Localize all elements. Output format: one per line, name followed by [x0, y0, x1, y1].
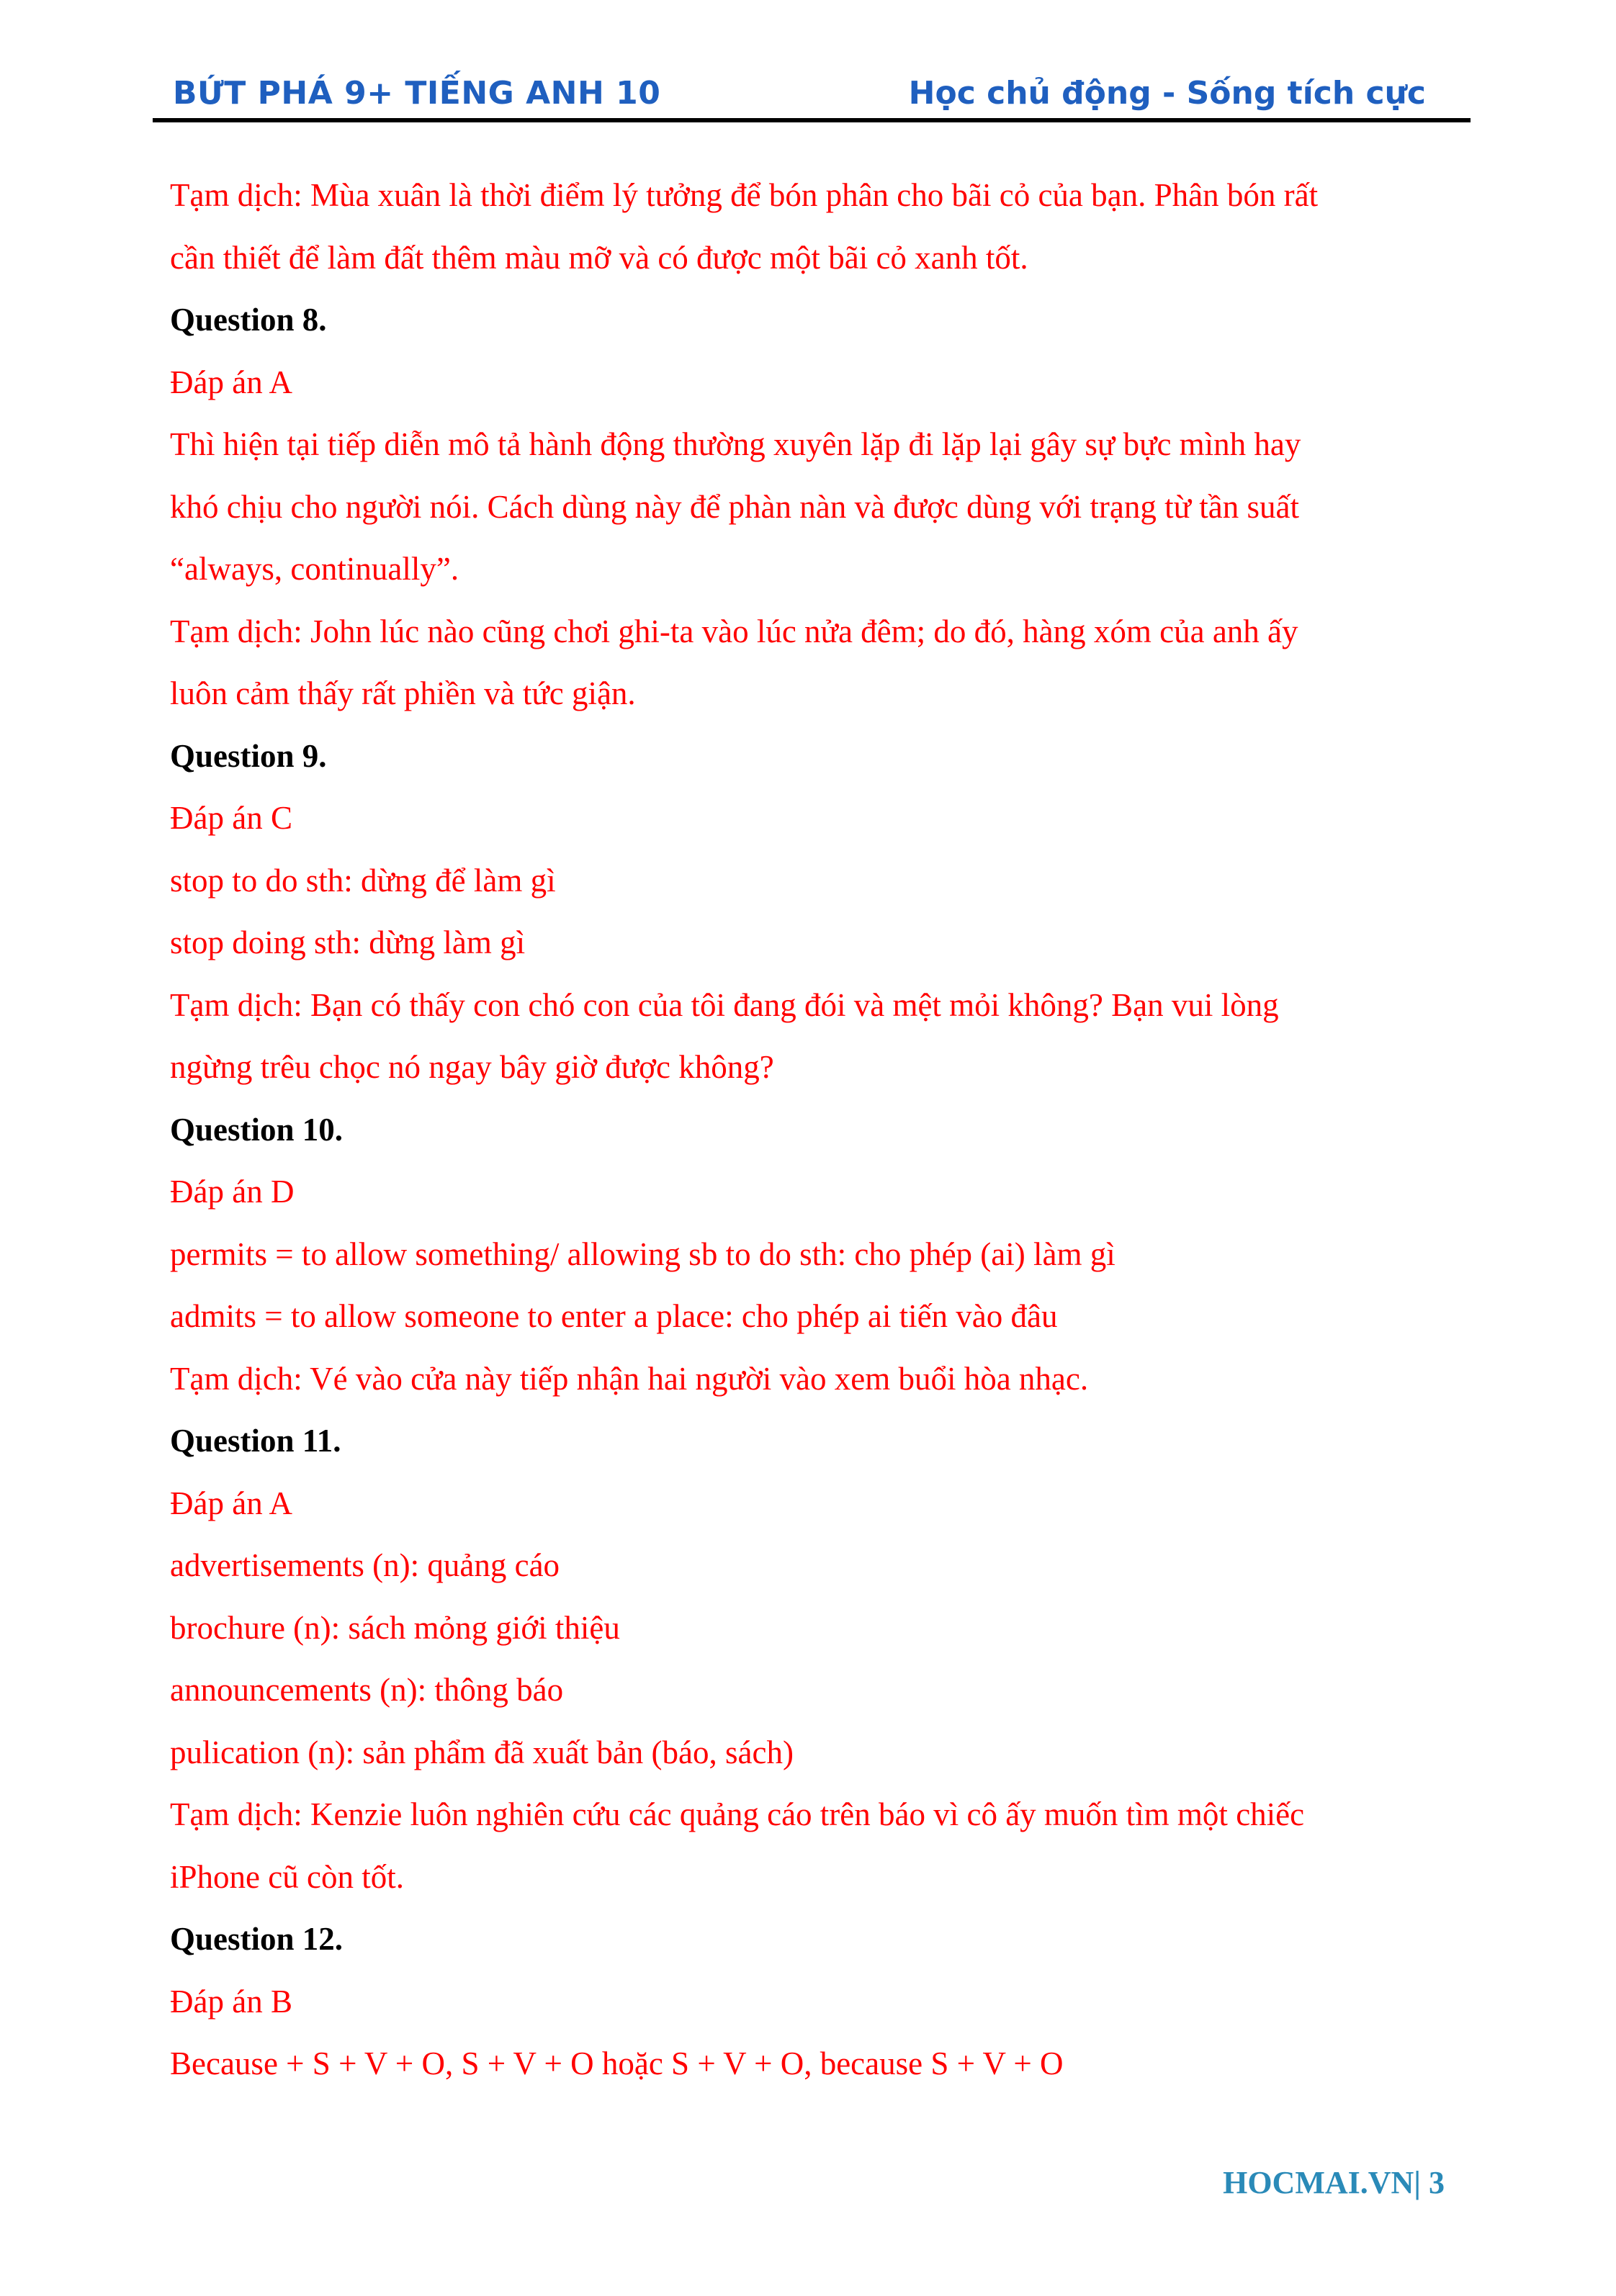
question-heading: Question 12.	[170, 1921, 344, 1957]
answer-text-line: Thì hiện tại tiếp diễn mô tả hành động thường xuyên lặp đi lặp lại gây sự bực mình hay	[170, 426, 1301, 462]
answer-text-line: brochure (n): sách mỏng giới thiệu	[170, 1609, 620, 1646]
question-heading: Question 10.	[170, 1111, 344, 1148]
answer-text-line: stop to do sth: dừng để làm gì	[170, 862, 556, 899]
answer-text-line: announcements (n): thông báo	[170, 1672, 564, 1708]
header-divider	[153, 118, 1471, 122]
answer-text-line: Tạm dịch: Mùa xuân là thời điểm lý tưởng để bón phân cho bãi cỏ của bạn. Phân bón rất	[170, 177, 1319, 213]
answer-text-line: Đáp án A	[170, 1485, 292, 1521]
answer-text-line: admits = to allow someone to enter a place: cho phép ai tiến vào đâu	[170, 1298, 1058, 1334]
answer-text-line: advertisements (n): quảng cáo	[170, 1547, 560, 1583]
answer-text-line: Tạm dịch: Bạn có thấy con chó con của tôi đang đói và mệt mỏi không? Bạn vui lòng	[170, 986, 1279, 1023]
answer-text-line: luôn cảm thấy rất phiền và tức giận.	[170, 675, 636, 711]
answer-text-line: pulication (n): sản phẩm đã xuất bản (báo, sách)	[170, 1734, 794, 1770]
header-title: BỨT PHÁ 9+ TIẾNG ANH 10	[173, 75, 661, 112]
answer-text-line: Tạm dịch: Vé vào cửa này tiếp nhận hai người vào xem buổi hòa nhạc.	[170, 1360, 1089, 1397]
answer-text-line: Đáp án B	[170, 1983, 292, 2020]
answer-text-line: Đáp án C	[170, 800, 292, 836]
question-heading: Question 8.	[170, 302, 327, 338]
page-header	[153, 71, 1463, 122]
answer-text-line: iPhone cũ còn tốt.	[170, 1858, 404, 1895]
answer-text-line: permits = to allow something/ allowing sb to do sth: cho phép (ai) làm gì	[170, 1235, 1116, 1272]
question-heading: Question 9.	[170, 737, 327, 774]
document-body	[170, 164, 1452, 2095]
answer-text-line: cần thiết để làm đất thêm màu mỡ và có được một bãi cỏ xanh tốt.	[170, 239, 1028, 276]
page-footer: HOCMAI.VN| 3	[1223, 2165, 1445, 2200]
answer-text-line: Đáp án D	[170, 1174, 295, 1210]
header-slogan: Học chủ động - Sống tích cực	[908, 75, 1426, 112]
answer-text-line: khó chịu cho người nói. Cách dùng này để phàn nàn và được dùng với trạng từ tần suất	[170, 488, 1299, 525]
question-heading: Question 11.	[170, 1423, 341, 1459]
answer-text-line: “always, continually”.	[170, 551, 459, 587]
answer-text-line: Tạm dịch: John lúc nào cũng chơi ghi-ta vào lúc nửa đêm; do đó, hàng xóm của anh ấy	[170, 613, 1298, 649]
answer-text-line: ngừng trêu chọc nó ngay bây giờ được không?	[170, 1049, 774, 1085]
answer-text-line: Tạm dịch: Kenzie luôn nghiên cứu các quảng cáo trên báo vì cô ấy muốn tìm một chiếc	[170, 1796, 1305, 1832]
answer-text-line: stop doing sth: dừng làm gì	[170, 924, 526, 960]
answer-text-line: Because + S + V + O, S + V + O hoặc S + V + O, because S + V + O	[170, 2045, 1064, 2081]
answer-text-line: Đáp án A	[170, 364, 292, 400]
